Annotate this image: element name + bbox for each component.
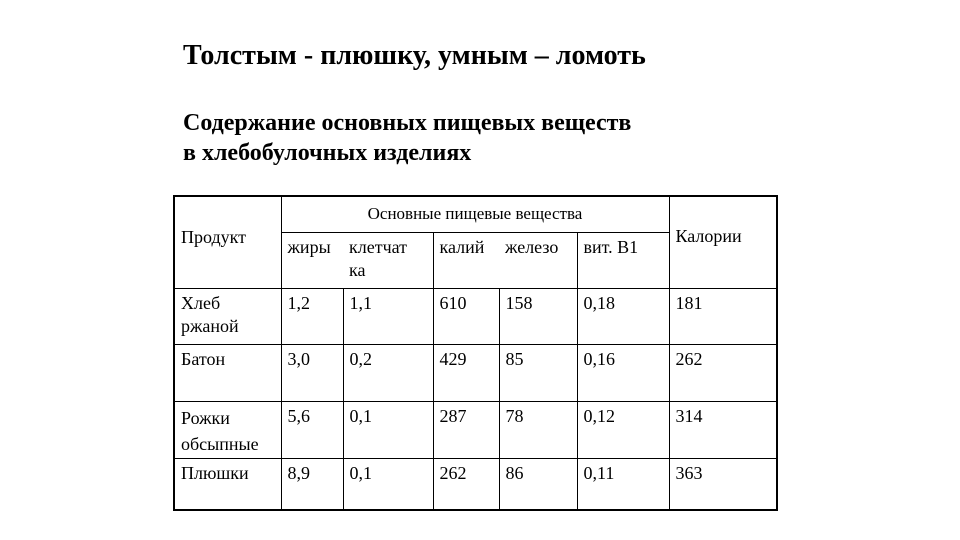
value-cell: 262 — [433, 458, 499, 510]
nutrients-group-header: Основные пищевые вещества — [281, 196, 669, 232]
value-cell: 86 — [499, 458, 577, 510]
table-row — [174, 288, 777, 344]
value-cell: 287 — [433, 401, 499, 458]
caption-line-1: Содержание основных пищевых веществ — [183, 110, 632, 136]
table-row — [174, 458, 777, 510]
value-cell: 5,6 — [281, 401, 343, 458]
calories-cell: 314 — [669, 401, 777, 458]
calories-cell: 363 — [669, 458, 777, 510]
table-row — [174, 344, 777, 401]
calories-cell: 262 — [669, 344, 777, 401]
product-cell: Хлеб ржаной — [174, 288, 281, 344]
value-cell: 1,1 — [343, 288, 433, 344]
calories-cell: 181 — [669, 288, 777, 344]
value-cell: 610 — [433, 288, 499, 344]
page-title: Толстым - плюшку, умным – ломоть — [183, 40, 646, 71]
column-header-vitamin-b1: вит. В1 — [577, 232, 669, 288]
calories-column-header: Калории — [669, 222, 777, 278]
value-cell: 8,9 — [281, 458, 343, 510]
value-cell: 0,18 — [577, 288, 669, 344]
product-cell: Плюшки — [174, 458, 281, 510]
caption-line-2: в хлебобулочных изделиях — [183, 140, 472, 166]
value-cell: 158 — [499, 288, 577, 344]
value-cell: 85 — [499, 344, 577, 401]
column-header-fat: жиры — [281, 232, 343, 288]
column-header-fiber: клетчат ка — [343, 232, 433, 288]
value-cell: 3,0 — [281, 344, 343, 401]
table-row — [174, 401, 777, 458]
product-cell: Батон — [174, 344, 281, 401]
value-cell: 0,2 — [343, 344, 433, 401]
value-cell: 0,12 — [577, 401, 669, 458]
table-caption — [183, 108, 631, 168]
value-cell: 429 — [433, 344, 499, 401]
column-header-potassium: калий — [433, 232, 499, 288]
value-cell: 0,11 — [577, 458, 669, 510]
value-cell: 0,1 — [343, 401, 433, 458]
product-column-header: Продукт — [174, 222, 281, 278]
value-cell: 78 — [499, 401, 577, 458]
nutrients-table — [173, 195, 778, 511]
value-cell: 0,1 — [343, 458, 433, 510]
product-cell: Рожки обсыпные — [174, 401, 281, 458]
column-header-iron: железо — [499, 232, 577, 288]
header-row-columns — [174, 232, 777, 288]
value-cell: 0,16 — [577, 344, 669, 401]
value-cell: 1,2 — [281, 288, 343, 344]
